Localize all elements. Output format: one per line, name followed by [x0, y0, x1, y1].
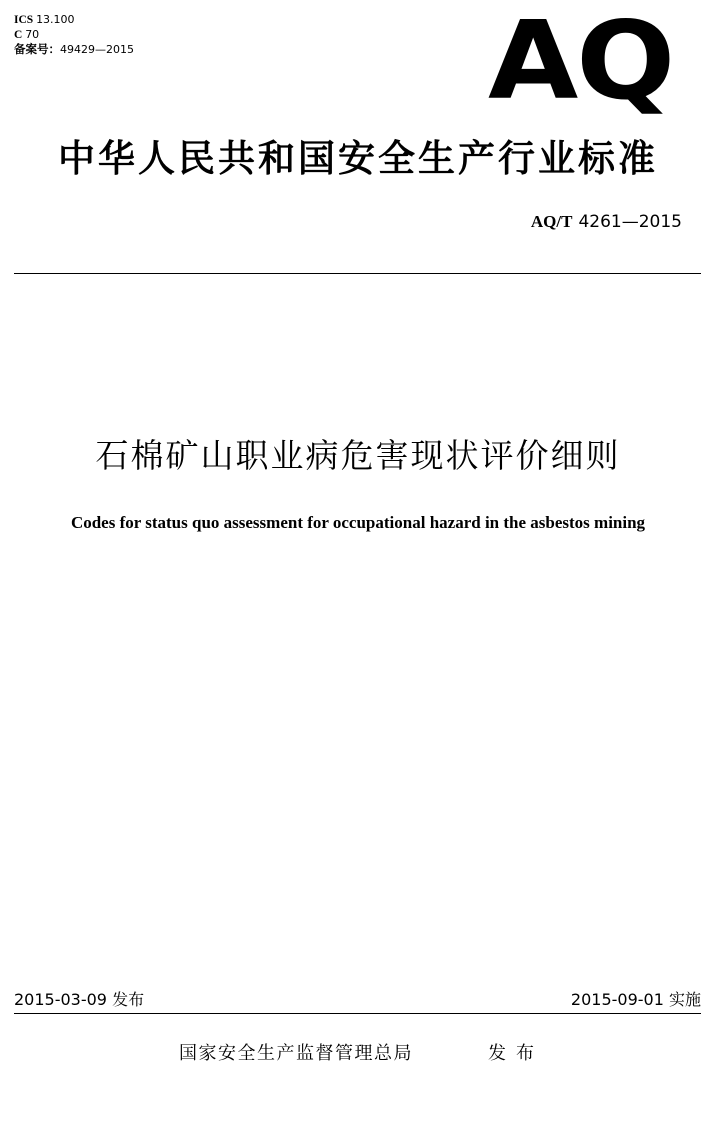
standard-code-number: 4261—2015	[578, 212, 682, 232]
ics-label: ICS	[14, 14, 34, 26]
ics-line	[14, 13, 75, 27]
ccs-label: C	[14, 29, 23, 41]
effective-date: 2015-09-01 实施	[570, 990, 701, 1009]
standard-number	[531, 211, 682, 233]
document-title-en: Codes for status quo assessment for occupational hazard in the asbestos mining	[70, 513, 646, 532]
standard-code-prefix: AQ/T	[530, 212, 573, 231]
issue-word: 发布	[488, 1043, 544, 1064]
ics-value: 13.100	[36, 13, 75, 26]
header-divider	[14, 273, 701, 274]
issuing-authority: 国家安全生产监督管理总局	[179, 1043, 413, 1064]
standard-category-title: 中华人民共和国安全生产行业标准	[58, 137, 658, 180]
filing-value: 49429—2015	[60, 43, 134, 56]
publish-date: 2015-03-09 发布	[14, 990, 145, 1009]
footer-divider	[14, 1013, 701, 1014]
aq-logo: AQ	[488, 0, 674, 124]
ccs-line	[14, 28, 39, 42]
ccs-value: 70	[25, 28, 40, 41]
filing-line	[14, 43, 134, 57]
filing-label: 备案号：	[14, 44, 60, 56]
document-title-cn: 石棉矿山职业病危害现状评价细则	[95, 436, 621, 475]
